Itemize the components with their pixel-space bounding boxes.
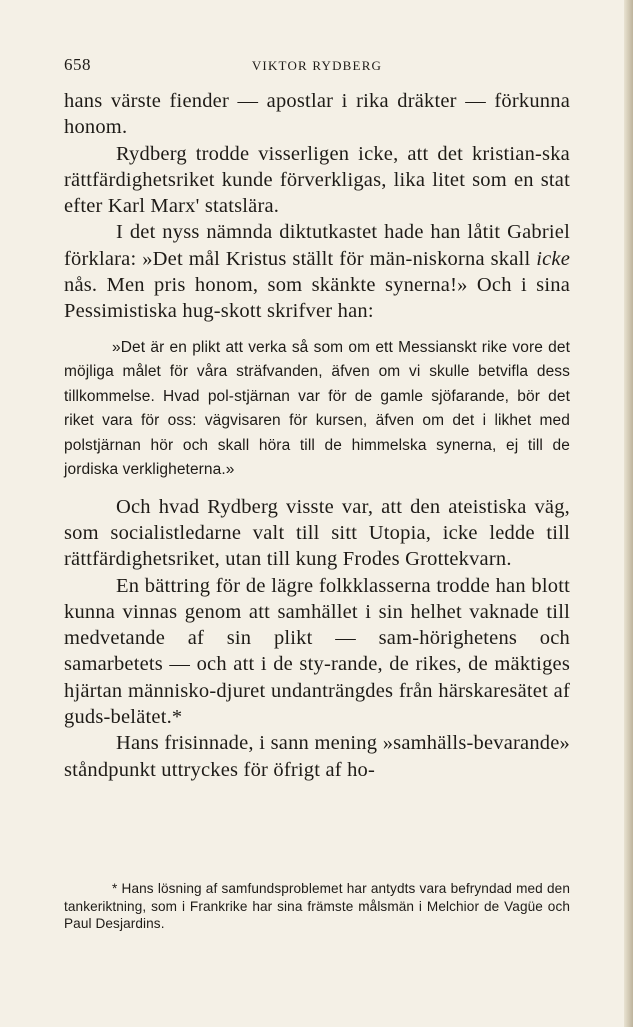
footnote — [64, 880, 570, 933]
block-quote — [64, 336, 570, 483]
body-text — [64, 88, 570, 783]
paragraph-2: Rydberg trodde visserligen icke, att det kristian-ska rättfärdighetsriket kunde förverkligas, lika litet som en stat efter Karl Marx' statslära. — [64, 142, 570, 218]
paragraph-3-text-b: nås. Men pris honom, som skänkte synerna!» Och i sina Pessimistiska hug-skott skrifver han: — [64, 274, 570, 323]
block-quote-text: »Det är en plikt att verka så som om ett Messianskt rike vore det möjliga målet för våra sträfvanden, äfven om vi skulle betvifla dess tillkommelse. Hvad pol-stjärnan var för de gamle sjöfarande, bör det riket vara för oss: vägvisaren för kursen, äfven om det i likhet med polstjärnan hör och skall höra till de himmelska synerna, ej till de jordiska verkligheterna.» — [64, 338, 570, 479]
paragraph-6: Hans frisinnade, i sann mening »samhälls-bevarande» ståndpunkt uttryckes för öfrigt af ho- — [64, 732, 570, 781]
paragraph-5: En bättring för de lägre folkklasserna trodde han blott kunna vinnas genom att samhället i sin helhet vaknade till medvetande af sin plikt — sam-hörighetens och samarbetets — och att i de sty-rande, de rikes, de mäktiges hjärtan människo-djuret undanträngdes från härskaresätet af guds-belätet.* — [64, 574, 570, 729]
paragraph-4: Och hvad Rydberg visste var, att den ateistiska väg, som socialistledarne valt till sitt Utopia, icke ledde till rättfärdighetsriket, utan till kung Frodes Grottekvarn. — [64, 495, 570, 571]
page-edge — [624, 0, 633, 1027]
paragraph-3-text-a: I det nyss nämnda diktutkastet hade han låtit Gabriel förklara: »Det mål Kristus ställt för män-niskorna skall — [64, 221, 570, 270]
page-number: 658 — [64, 55, 91, 74]
page-header — [64, 55, 570, 79]
footnote-text: * Hans lösning af samfundsproblemet har antydts vara befryndad med den tankeriktning, som i Frankrike har sina främste målsmän i Melchior de Vagüe och Paul Desjardins. — [64, 881, 570, 931]
emphasis-icke: icke — [536, 247, 570, 270]
running-title: VIKTOR RYDBERG — [251, 58, 383, 73]
paragraph-3 — [64, 219, 570, 324]
paragraph-1: hans värste fiender — apostlar i rika dräkter — förkunna honom. — [64, 90, 570, 139]
